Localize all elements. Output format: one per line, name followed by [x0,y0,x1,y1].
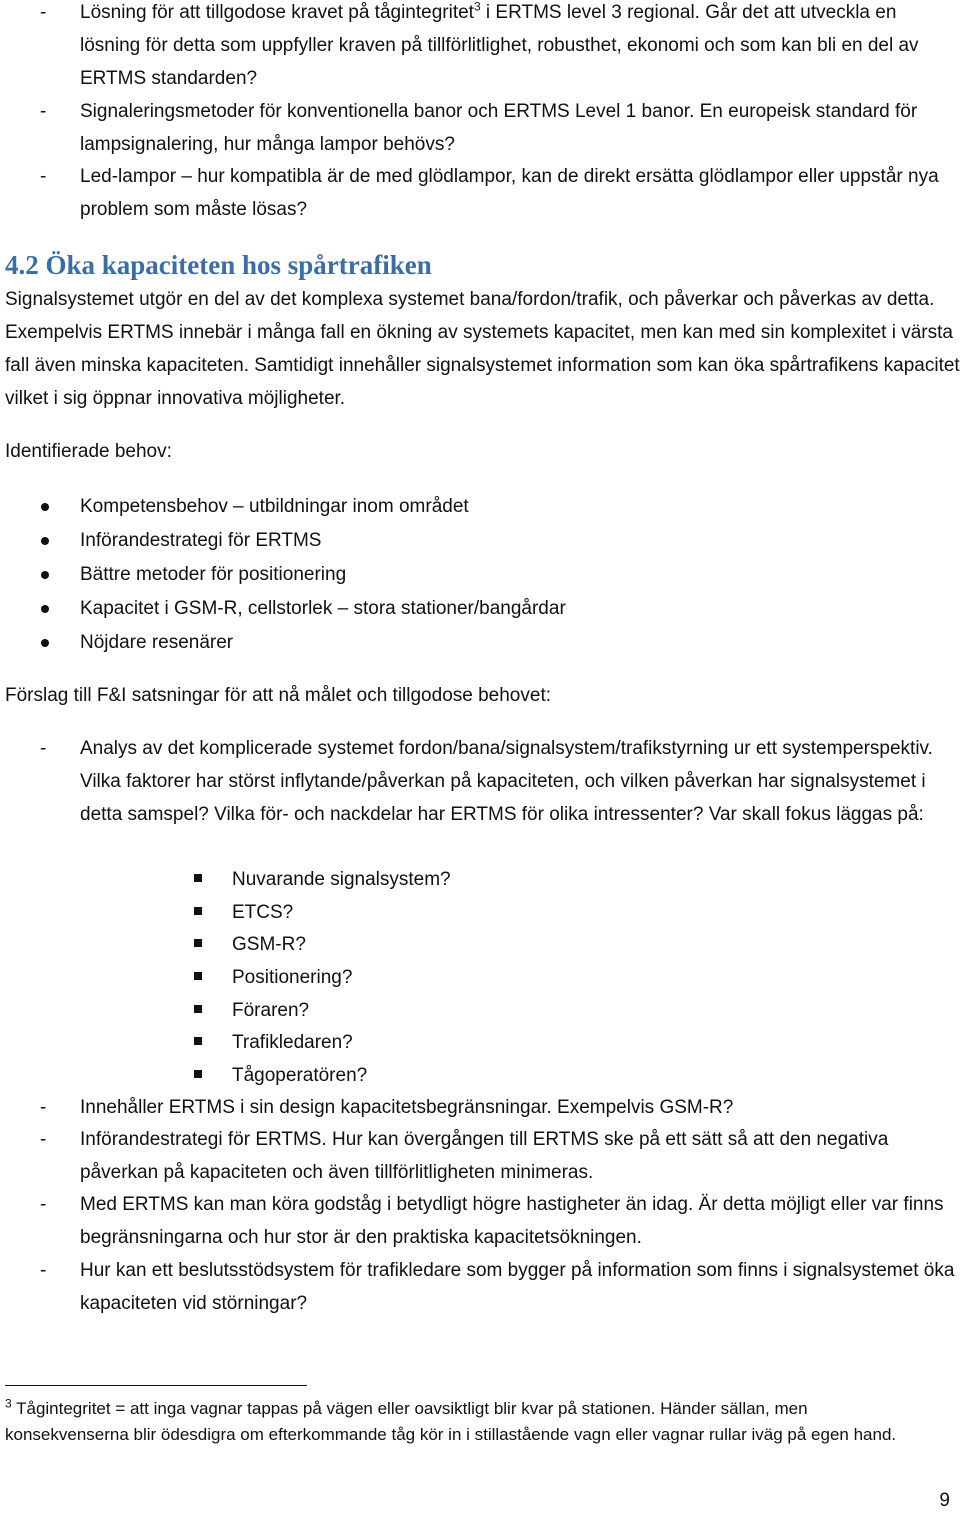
square-bullet-icon [194,907,202,915]
dash-marker: - [40,1129,47,1150]
bullet-icon [41,503,49,511]
focus-list-item [0,1059,960,1092]
square-bullet-icon [194,939,202,947]
proposal-item [0,1091,960,1124]
needs-list-item [0,626,960,660]
focus-item-text: Föraren? [232,999,310,1021]
list-item-text-part: i ERTMS level 3 regional. Går det att utveckla en lösning för detta som uppfyller kraven på tillförlitlighet, robusthet, ekonomi och som kan bli en del av ERTMS standarden? [80,2,919,89]
dash-marker: - [40,1194,47,1215]
needs-item-text: Bättre metoder för positionering [80,564,347,585]
focus-item-text: GSM-R? [232,934,306,956]
square-bullet-icon [194,972,202,980]
focus-list-item [0,928,960,961]
proposal-item [0,1188,960,1254]
needs-item-text: Kompetensbehov – utbildningar inom området [80,496,469,517]
square-bullet-icon [194,874,202,882]
square-bullet-icon [194,1070,202,1078]
square-bullet-icon [194,1005,202,1013]
dash-marker: - [40,166,47,187]
dash-marker: - [40,1260,47,1281]
list-item-text-part: Lösning för att tillgodose kravet på tågintegritet [80,2,474,23]
proposal-item [0,1254,960,1320]
dash-list-item [0,160,960,226]
bullet-icon [41,605,49,613]
focus-list-item [0,961,960,994]
footnote-reference[interactable]: 3 [473,0,481,14]
needs-list-item [0,592,960,626]
focus-list-item [0,1026,960,1059]
bullet-icon [41,571,49,579]
focus-list [0,863,960,1092]
needs-list [0,490,960,660]
focus-item-text: Nuvarande signalsystem? [232,869,451,890]
focus-list-item [0,863,960,896]
proposals-label: Förslag till F&I satsningar för att nå målet och tillgodose behovet: [5,685,551,706]
list-item-text: Led-lampor – hur kompatibla är de med glödlampor, kan de direkt ersätta glödlampor eller uppstår nya problem som måste lösas? [80,166,939,220]
proposal-text: Analys av det komplicerade systemet fordon/bana/signalsystem/trafikstyrning ur ett systemperspektiv. Vilka faktorer har störst inflytande/påverkan på kapaciteten, och vilken påverkan har signalsystemet i detta samspel? Vilka för- och nackdelar har ERTMS för olika intressenter? Var skall fokus läggas på: [80,738,933,825]
proposal-text: Införandestrategi för ERTMS. Hur kan övergången till ERTMS ske på ett sätt så att den negativa påverkan på kapaciteten och även tillförlitligheten minimeras. [80,1129,889,1183]
needs-list-item [0,490,960,524]
needs-item-text: Nöjdare resenärer [80,632,234,653]
section-heading: 4.2 Öka kapaciteten hos spårtrafiken [5,250,432,280]
needs-item-text: Införandestrategi för ERTMS [80,530,322,551]
proposal-text: Med ERTMS kan man köra godståg i betydligt högre hastigheter än idag. Är detta möjligt eller var finns begränsningarna och hur stor är den praktiska kapacitetsökningen. [80,1194,944,1248]
dash-marker: - [40,738,47,759]
list-item-text [80,0,958,95]
focus-item-text: Positionering? [232,967,353,989]
focus-list-item [0,896,960,929]
footnote [5,1396,935,1448]
square-bullet-icon [194,1037,202,1045]
dash-marker: - [40,2,47,23]
bullet-icon [41,537,49,545]
proposal-item [0,732,960,864]
needs-item-text: Kapacitet i GSM-R, cellstorlek – stora stationer/bangårdar [80,598,566,619]
needs-list-item [0,524,960,558]
proposal-text: Innehåller ERTMS i sin design kapacitetsbegränsningar. Exempelvis GSM-R? [80,1097,734,1118]
list-item-text: Signaleringsmetoder för konventionella banor och ERTMS Level 1 banor. En europeisk standard för lampsignalering, hur många lampor behövs? [80,101,918,155]
needs-label: Identifierade behov: [5,441,172,462]
dash-marker: - [40,1097,47,1118]
proposal-text: Hur kan ett beslutsstödsystem för trafikledare som bygger på information som finns i signalsystemet öka kapaciteten vid störningar? [80,1260,955,1314]
focus-list-item [0,994,960,1027]
page-number: 9 [939,1490,950,1511]
proposal-item [0,1123,960,1189]
dash-marker: - [40,101,47,122]
footnote-number: 3 [5,1396,12,1411]
dash-list-item [0,0,960,95]
focus-item-text: Trafikledaren? [232,1032,353,1054]
focus-item-text: Tågoperatören? [232,1065,368,1087]
footnote-separator [5,1385,307,1386]
needs-list-item [0,558,960,592]
focus-item-text: ETCS? [232,901,294,923]
bullet-icon [41,639,49,647]
footnote-text: Tågintegritet = att inga vagnar tappas på vägen eller oavsiktligt blir kvar på stationen. Händer sällan, men konsekvenserna blir ödesdigra om efterkommande tåg kör in i stillastående vagn eller vagnar rullar iväg på egen hand. [5,1399,897,1444]
dash-list-item [0,95,960,161]
section-intro-paragraph: Signalsystemet utgör en del av det komplexa systemet bana/fordon/trafik, och påverkar och påverkas av detta. Exempelvis ERTMS innebär i många fall en ökning av systemets kapacitet, men kan med sin komplexitet i värsta fall även minska kapaciteten. Samtidigt innehåller signalsystemet information som kan öka spårtrafikens kapacitet vilket i sig öppnar innovativa möjligheter. [5,289,960,409]
